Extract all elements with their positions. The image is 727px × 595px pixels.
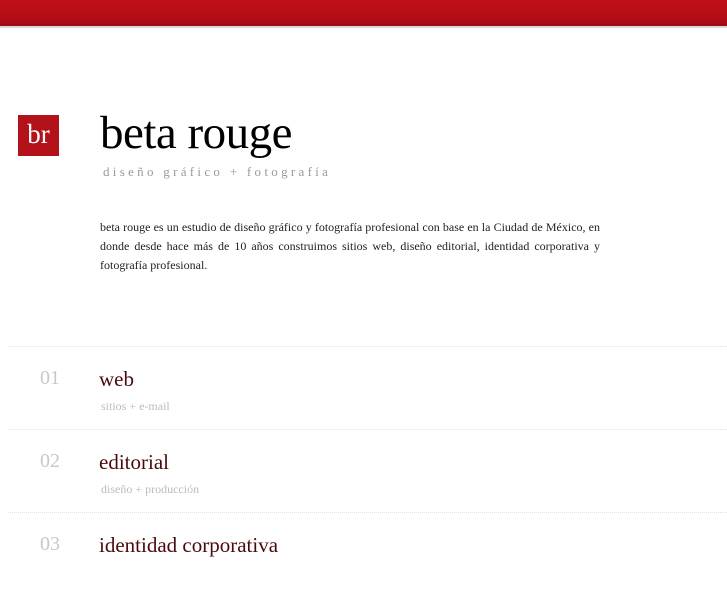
service-subtitle: diseño + producción <box>101 482 200 496</box>
service-number: 03 <box>40 533 60 555</box>
intro-paragraph: beta rouge es un estudio de diseño gráfico y fotografía profesional con base en la Ciudad de México, en donde desde hace más de 10 años construimos sitios web, diseño editorial, identidad corporativa y fotografía profesional. <box>100 220 600 272</box>
service-link-identidad[interactable]: identidad corporativa <box>99 533 279 557</box>
service-item-editorial[interactable] <box>8 429 727 512</box>
site-title[interactable]: beta rouge <box>100 107 293 159</box>
service-subtitle: sitios + e-mail <box>101 399 170 413</box>
logo-text: br <box>27 119 50 149</box>
logo[interactable] <box>18 115 59 156</box>
service-link-editorial[interactable]: editorial <box>99 450 169 474</box>
site-tagline: diseño gráfico + fotografía <box>103 164 332 179</box>
service-number: 01 <box>40 367 60 389</box>
service-number: 02 <box>40 450 60 472</box>
services-list <box>8 346 727 595</box>
service-link-web[interactable]: web <box>99 367 134 391</box>
service-item-web[interactable] <box>8 346 727 429</box>
service-item-identidad[interactable] <box>8 512 727 595</box>
top-bar <box>0 0 727 26</box>
